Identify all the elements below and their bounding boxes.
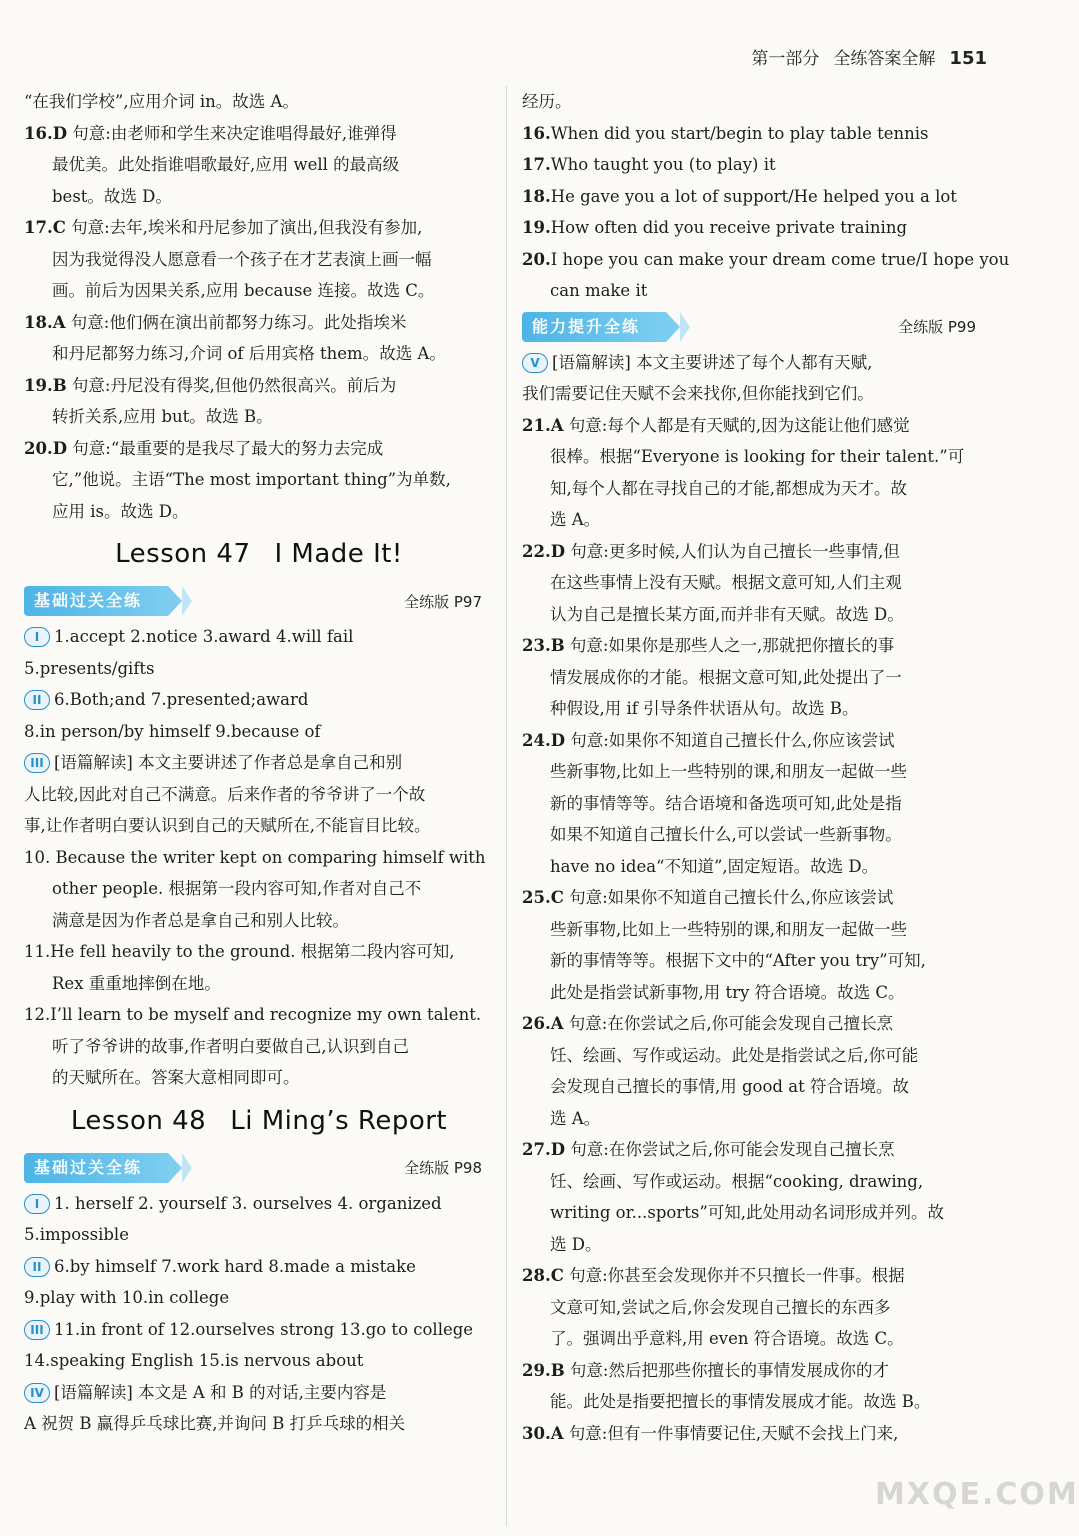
line-text: When did you start/begin to play table tennis xyxy=(550,123,929,143)
text-line xyxy=(24,1377,494,1409)
text-line xyxy=(24,1408,494,1440)
question-number: 21.A xyxy=(522,415,564,435)
text-line xyxy=(24,181,494,213)
line-text: 选 A。 xyxy=(550,510,601,529)
text-line xyxy=(24,779,494,811)
text-line xyxy=(522,149,988,181)
line-text: 的天赋所在。答案大意相同即可。 xyxy=(52,1068,300,1087)
line-text: best。故选 D。 xyxy=(52,186,172,206)
text-line xyxy=(522,1166,988,1198)
text-line xyxy=(522,914,988,946)
line-text: Who taught you (to play) it xyxy=(550,155,776,174)
text-line xyxy=(522,441,988,473)
line-text: 如果不知道自己擅长什么,可以尝试一些新事物。 xyxy=(550,825,902,844)
page-number: 151 xyxy=(949,48,987,69)
text-line xyxy=(522,819,988,851)
line-text: 9.play with 10.in college xyxy=(24,1288,230,1307)
roman-numeral-badge: V xyxy=(522,353,548,373)
line-text: 它,”他说。主语“The most important thing”为单数, xyxy=(52,470,451,489)
text-line xyxy=(522,630,988,662)
text-line xyxy=(24,905,494,937)
line-text: 句意:他们俩在演出前都努力练习。此处指埃米 xyxy=(65,312,407,332)
header-section: 全练答案全解 xyxy=(833,49,936,69)
text-line xyxy=(24,118,494,150)
text-line xyxy=(24,275,494,307)
line-text: 满意是因为作者总是拿自己和别人比较。 xyxy=(52,910,349,930)
line-text: 转折关系,应用 but。故选 B。 xyxy=(52,407,273,426)
text-line xyxy=(522,1323,988,1355)
line-text: 5.presents/gifts xyxy=(24,658,155,678)
text-line xyxy=(522,378,988,410)
line-text: 情发展成你的才能。根据文意可知,此处提出了一 xyxy=(550,667,902,687)
line-text: 句意:丹尼没有得奖,但他仍然很高兴。前后为 xyxy=(66,375,397,395)
page-reference: 全练版 P97 xyxy=(404,592,482,611)
lesson-48-title xyxy=(24,1094,494,1148)
question-number: 19.B xyxy=(24,375,67,395)
question-number: 19. xyxy=(522,218,551,237)
lesson-47-answers xyxy=(24,621,494,1094)
line-text: 认为自己是擅长某方面,而并非有天赋。故选 D。 xyxy=(550,604,904,624)
text-line xyxy=(522,118,988,150)
line-text: 很棒。根据“Everyone is looking for their talent.”可 xyxy=(550,447,965,466)
line-text: [语篇解读] 本文是 A 和 B 的对话,主要内容是 xyxy=(54,1382,387,1402)
question-number: 30.A xyxy=(522,1423,564,1443)
line-text: “在我们学校”,应用介词 in。故选 A。 xyxy=(24,92,299,111)
text-line xyxy=(24,684,494,716)
roman-numeral-badge: III xyxy=(24,753,50,773)
question-number: 16.D xyxy=(24,123,68,143)
line-text: 些新事物,比如上一些特别的课,和朋友一起做一些 xyxy=(550,919,907,939)
line-text: 事,让作者明白要认识到自己的天赋所在,不能盲目比较。 xyxy=(24,816,431,835)
text-line xyxy=(522,1260,988,1292)
line-text: 句意:去年,埃米和丹尼参加了演出,但我没有参加, xyxy=(65,218,423,237)
lesson-name: Li Ming’s Report xyxy=(230,1105,448,1136)
question-number: 23.B xyxy=(522,636,565,655)
text-line xyxy=(522,1040,988,1072)
lesson-number: Lesson 48 xyxy=(70,1105,207,1136)
line-text: 11.in front of 12.ourselves strong 13.go to college xyxy=(54,1319,474,1339)
text-line xyxy=(522,1229,988,1261)
line-text: 句意:更多时候,人们认为自己擅长一些事情,但 xyxy=(565,541,900,561)
text-line xyxy=(522,212,988,244)
text-line xyxy=(522,599,988,631)
line-text: 句意:在你尝试之后,你可能会发现自己擅长烹 xyxy=(565,1140,895,1159)
text-line xyxy=(24,149,494,181)
section-banner: 基础过关全练 xyxy=(24,1153,168,1183)
text-line xyxy=(24,716,494,748)
line-text: 句意:“最重要的是我尽了最大的努力去完成 xyxy=(67,438,384,458)
line-text: 句意:如果你不知道自己擅长什么,你应该尝试 xyxy=(565,730,895,750)
text-line xyxy=(522,473,988,505)
line-text: 8.in person/by himself 9.because of xyxy=(24,721,321,741)
text-line xyxy=(522,1355,988,1387)
text-line xyxy=(24,747,494,779)
right-top-answers xyxy=(522,86,1010,307)
question-number: 27.D xyxy=(522,1140,566,1159)
line-text: I hope you can make your dream come true/I hope you xyxy=(550,249,1010,269)
line-text: 此处是指尝试新事物,用 try 符合语境。故选 C。 xyxy=(550,982,905,1002)
line-text: 知,每个人都在寻找自己的才能,都想成为天才。故 xyxy=(550,478,907,498)
line-text: 句意:如果你是那些人之一,那就把你擅长的事 xyxy=(564,636,895,655)
line-text: 能。此处是指要把擅长的事情发展成才能。故选 B。 xyxy=(550,1392,931,1411)
line-text: 句意:由老师和学生来决定谁唱得最好,谁弹得 xyxy=(67,123,397,143)
line-text: 和丹尼都努力练习,介词 of 后用宾格 them。故选 A。 xyxy=(52,344,446,363)
line-text: 1. herself 2. yourself 3. ourselves 4. organized xyxy=(54,1193,442,1213)
question-number: 20.D xyxy=(24,438,68,458)
question-number: 22.D xyxy=(522,541,566,561)
text-line xyxy=(522,504,988,536)
line-text: 经历。 xyxy=(522,92,572,111)
text-line xyxy=(522,567,988,599)
text-line xyxy=(522,86,988,118)
text-line xyxy=(522,788,988,820)
text-line xyxy=(24,999,494,1031)
text-line xyxy=(522,882,988,914)
text-line xyxy=(24,1345,494,1377)
question-number: 17.C xyxy=(24,218,66,237)
left-column xyxy=(24,86,494,1440)
line-text: other people. 根据第一段内容可知,作者对自己不 xyxy=(52,879,422,898)
text-line xyxy=(522,693,988,725)
line-text: 种假设,用 if 引导条件状语从句。故选 B。 xyxy=(550,699,859,718)
text-line xyxy=(24,338,494,370)
line-text: 5.impossible xyxy=(24,1225,129,1244)
line-text: 14.speaking English 15.is nervous about xyxy=(24,1351,364,1370)
section-banner: 基础过关全练 xyxy=(24,586,168,616)
text-line xyxy=(522,536,988,568)
roman-numeral-badge: I xyxy=(24,627,50,647)
text-line xyxy=(24,936,494,968)
header-part: 第一部分 xyxy=(751,49,820,69)
line-text: 应用 is。故选 D。 xyxy=(52,501,189,521)
roman-numeral-badge: I xyxy=(24,1194,50,1214)
text-line xyxy=(24,307,494,339)
text-line xyxy=(522,1134,988,1166)
text-line xyxy=(24,810,494,842)
line-text: 句意:然后把那些你擅长的事情发展成你的才 xyxy=(564,1360,889,1380)
line-text: 选 D。 xyxy=(550,1234,602,1254)
page-header xyxy=(751,44,987,69)
text-line xyxy=(522,1103,988,1135)
question-number: 17. xyxy=(522,155,551,174)
line-text: 最优美。此处指谁唱歌最好,应用 well 的最高级 xyxy=(52,155,400,174)
question-number: 25.C xyxy=(522,888,564,907)
line-text: 会发现自己擅长的事情,用 good at 符合语境。故 xyxy=(550,1077,909,1096)
question-number: 18. xyxy=(522,186,551,206)
text-line xyxy=(24,86,494,118)
lesson-name: I Made It! xyxy=(274,539,403,569)
line-text: [语篇解读] 本文主要讲述了作者总是拿自己和别 xyxy=(54,753,403,772)
line-text: 人比较,因此对自己不满意。后来作者的爷爷讲了一个故 xyxy=(24,784,426,804)
line-text: Rex 重重地摔倒在地。 xyxy=(52,973,221,993)
line-text: 11.He fell heavily to the ground. 根据第二段内容可知, xyxy=(24,942,455,961)
lesson-48-answers xyxy=(24,1188,494,1440)
line-text: writing or...sports”可知,此处用动名词形成并列。故 xyxy=(550,1203,945,1222)
text-line xyxy=(24,653,494,685)
page-reference: 全练版 P98 xyxy=(404,1159,482,1177)
text-line xyxy=(24,401,494,433)
text-line xyxy=(522,244,1010,276)
line-text: 新的事情等等。根据下文中的“After you try”可知, xyxy=(550,951,926,970)
question-number: 16. xyxy=(522,123,551,143)
text-line xyxy=(24,433,494,465)
line-text: 句意:每个人都是有天赋的,因为这能让他们感觉 xyxy=(563,415,910,435)
line-text: 了。强调出乎意料,用 even 符合语境。故选 C。 xyxy=(550,1329,904,1348)
roman-numeral-badge: II xyxy=(24,690,50,710)
line-text: 句意:但有一件事情要记住,天赋不会找上门来, xyxy=(563,1423,899,1443)
column-divider xyxy=(506,86,507,1526)
text-line xyxy=(522,725,988,757)
text-line xyxy=(522,275,988,307)
line-text: 在这些事情上没有天赋。根据文意可知,人们主观 xyxy=(550,573,902,592)
text-line xyxy=(24,1031,494,1063)
ability-answers xyxy=(522,347,988,1450)
line-text: 我们需要记住天赋不会来找你,但你能找到它们。 xyxy=(522,384,874,403)
line-text: 些新事物,比如上一些特别的课,和朋友一起做一些 xyxy=(550,762,907,781)
line-text: How often did you receive private training xyxy=(550,218,908,237)
text-line xyxy=(522,1197,988,1229)
question-number: 18.A xyxy=(24,312,66,332)
text-line xyxy=(24,968,494,1000)
text-line xyxy=(24,873,494,905)
page-reference: 全练版 P99 xyxy=(898,318,976,336)
roman-numeral-badge: III xyxy=(24,1320,50,1340)
ability-section-header xyxy=(522,307,988,347)
line-text: A 祝贺 B 赢得乒乓球比赛,并询问 B 打乒乓球的相关 xyxy=(24,1414,406,1433)
text-line xyxy=(24,842,494,874)
text-line xyxy=(522,662,988,694)
question-number: 24.D xyxy=(522,730,566,750)
text-line xyxy=(522,347,988,379)
lesson-number: Lesson 47 xyxy=(115,539,251,569)
lesson-47-title xyxy=(24,527,494,581)
text-line xyxy=(522,977,988,1009)
line-text: [语篇解读] 本文主要讲述了每个人都有天赋, xyxy=(552,352,873,372)
watermark-logo: MXQE.COM xyxy=(875,1477,1079,1512)
text-line xyxy=(522,1418,988,1450)
text-line xyxy=(24,464,494,496)
text-line xyxy=(24,244,494,276)
text-line xyxy=(522,1386,988,1418)
line-text: 6.by himself 7.work hard 8.made a mistake xyxy=(54,1256,416,1276)
line-text: 句意:在你尝试之后,你可能会发现自己擅长烹 xyxy=(563,1014,894,1033)
left-top-answers xyxy=(24,86,494,527)
text-line xyxy=(24,496,494,528)
line-text: 因为我觉得没人愿意看一个孩子在才艺表演上画一幅 xyxy=(52,249,432,269)
line-text: 10. Because the writer kept on comparing himself with xyxy=(24,847,486,867)
question-number: 26.A xyxy=(522,1014,564,1033)
text-line xyxy=(522,756,988,788)
roman-numeral-badge: IV xyxy=(24,1383,50,1403)
line-text: 饪、绘画、写作或运动。此处是指尝试之后,你可能 xyxy=(550,1045,919,1065)
lesson-47-section-header xyxy=(24,581,494,621)
line-text: 6.Both;and 7.presented;award xyxy=(54,690,309,709)
question-number: 20. xyxy=(522,249,551,269)
text-line xyxy=(24,1251,494,1283)
text-line xyxy=(522,851,988,883)
right-column xyxy=(522,86,1010,1449)
question-number: 29.B xyxy=(522,1360,565,1380)
text-line xyxy=(522,1008,988,1040)
text-line xyxy=(522,410,988,442)
text-line xyxy=(24,1282,494,1314)
text-line xyxy=(24,212,494,244)
line-text: 选 A。 xyxy=(550,1108,601,1128)
section-banner: 能力提升全练 xyxy=(522,312,666,342)
line-text: 饪、绘画、写作或运动。根据“cooking, drawing, xyxy=(550,1171,924,1191)
text-line xyxy=(522,1292,988,1324)
lesson-48-section-header xyxy=(24,1148,494,1188)
question-number: 28.C xyxy=(522,1266,564,1285)
text-line xyxy=(522,1071,988,1103)
line-text: 画。前后为因果关系,应用 because 连接。故选 C。 xyxy=(52,281,435,300)
text-line xyxy=(24,370,494,402)
text-line xyxy=(24,621,494,653)
line-text: 1.accept 2.notice 3.award 4.will fail xyxy=(54,627,354,646)
line-text: 听了爷爷讲的故事,作者明白要做自己,认识到自己 xyxy=(52,1036,409,1056)
text-line xyxy=(24,1219,494,1251)
line-text: 12.I’ll learn to be myself and recognize my own talent. xyxy=(24,1005,482,1024)
text-line xyxy=(24,1188,494,1220)
text-line xyxy=(522,945,988,977)
line-text: have no idea“不知道”,固定短语。故选 D。 xyxy=(550,856,879,876)
text-line xyxy=(24,1314,494,1346)
line-text: He gave you a lot of support/He helped you a lot xyxy=(550,186,957,206)
line-text: 文意可知,尝试之后,你会发现自己擅长的东西多 xyxy=(550,1297,891,1317)
roman-numeral-badge: II xyxy=(24,1257,50,1277)
text-line xyxy=(24,1062,494,1094)
text-line xyxy=(522,181,988,213)
line-text: 句意:如果你不知道自己擅长什么,你应该尝试 xyxy=(563,888,894,907)
line-text: can make it xyxy=(550,281,648,300)
line-text: 句意:你甚至会发现你并不只擅长一件事。根据 xyxy=(563,1266,905,1285)
line-text: 新的事情等等。结合语境和备选项可知,此处是指 xyxy=(550,793,902,813)
